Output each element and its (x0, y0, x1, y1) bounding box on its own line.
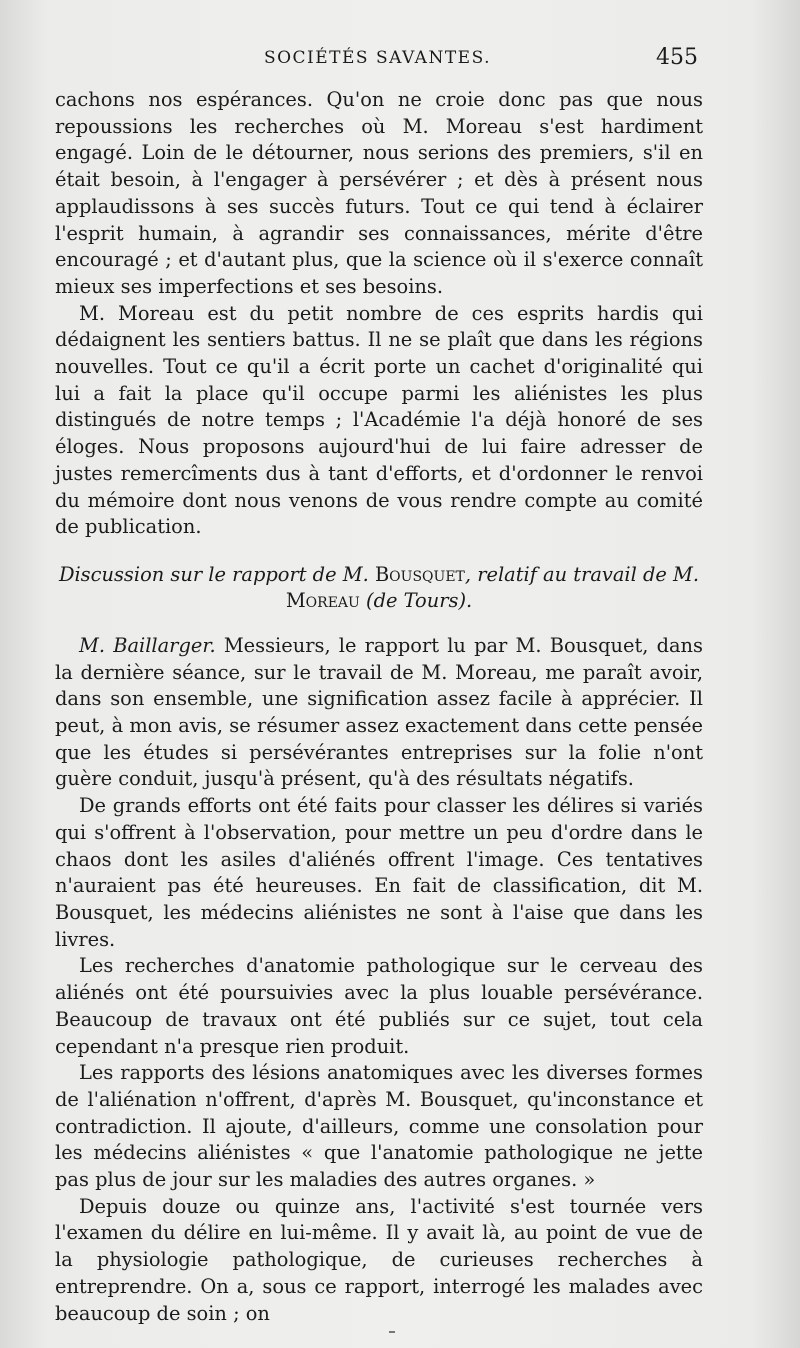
section-title-lead: Discussion sur le rapport de M. (58, 562, 369, 586)
section-title (55, 562, 703, 614)
section-title-tail: (de Tours). (366, 588, 473, 612)
section-title-name-bousquet: Bousquet (374, 562, 465, 586)
running-head: SOCIÉTÉS SAVANTES. (263, 48, 492, 68)
section-title-name-moreau: Moreau (285, 588, 360, 612)
section-title-mid: , relatif au travail de M. (464, 562, 700, 586)
paragraph-moreau-praise: M. Moreau est du petit nombre de ces esprits hardis qui dédaignent les sentiers battus. Il ne se plaît que dans les régions nouvelles. Tout ce qu'il a écrit porte un cachet d'originalité qui lui a fait la place qu'il occupe parmi les aliénistes les plus distingués de notre temps ; l'Académie l'a déjà honoré de ses éloges. Nous proposons aujourd'hui de lui faire adresser de justes remercîments dus à tant d'efforts, et d'ordonner le renvoi du mémoire dont nous venons de vous rendre compte au comité de publication. (55, 301, 703, 539)
print-mark (389, 1331, 395, 1333)
speaker-name: M. Baillarger. (79, 633, 216, 657)
speaker-text: Messieurs, le rapport lu par M. Bousquet, dans la dernière séance, sur le travail de M. Moreau, me paraît avoir, dans son ensemble, une signification assez facile à apprécier. Il peut, à mon avis, se résumer assez exactement dans cette pensée que les études si persévérantes entreprises sur la folie n'ont guère conduit, jusqu'à présent, qu'à des résultats négatifs. (55, 633, 703, 791)
paragraph-baillarger (55, 633, 703, 793)
paragraph-lesions: Les rapports des lésions anatomiques avec les diverses formes de l'aliénation n'offrent, d'après M. Bousquet, qu'inconstance et contradiction. Il ajoute, d'ailleurs, comme une consolation pour les médecins aliénistes « que l'anatomie pathologique ne jette pas plus de jour sur les maladies des autres organes. » (55, 1061, 703, 1192)
paragraph-continued: cachons nos espérances. Qu'on ne croie donc pas que nous repoussions les recherches où M. Moreau s'est hardiment engagé. Loin de le détourner, nous serions des premiers, s'il en était besoin, à l'engager à persévérer ; et dès à présent nous applaudissons à ses succès futurs. Tout ce qui tend à éclairer l'esprit humain, à agrandir ses connaissances, mérite d'être encouragé ; et d'autant plus, que la science où il s'exerce connaît mieux ses imperfections et ses besoins. (55, 88, 703, 298)
page-number: 455 (656, 45, 698, 70)
paragraph-anatomy: Les recherches d'anatomie pathologique sur le cerveau des aliénés ont été poursuivies avec la plus louable persévérance. Beaucoup de travaux ont été publiés sur ce sujet, tout cela cependant n'a presque rien produit. (55, 954, 703, 1058)
paragraph-classification: De grands efforts ont été faits pour classer les délires si variés qui s'offrent à l'observation, pour mettre un peu d'ordre dans le chaos dont les asiles d'aliénés offrent l'image. Ces tentatives n'auraient pas été heureuses. En fait de classification, dit M. Bousquet, les médecins aliénistes ne sont à l'aise que dans les livres. (55, 794, 703, 951)
page-header (55, 45, 700, 76)
body-text (55, 87, 703, 1327)
paragraph-delire: Depuis douze ou quinze ans, l'activité s'est tournée vers l'examen du délire en lui-même. Il y avait là, au point de vue de la physiologie pathologique, de curieuses recherches à entreprendre. On a, sous ce rapport, interrogé les malades avec beaucoup de soin ; on (55, 1194, 703, 1325)
